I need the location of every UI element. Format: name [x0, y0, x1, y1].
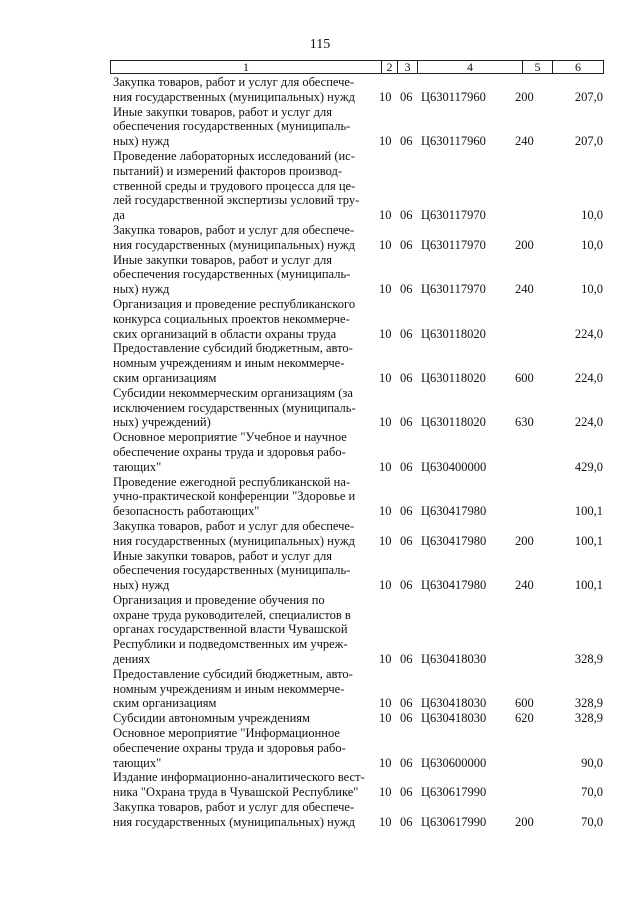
cell-c3: 06 — [400, 415, 413, 430]
cell-c4: Ц630117960 — [421, 89, 486, 104]
description-line: учно-практической конференции "Здоровье и — [113, 489, 356, 504]
description-line: ским организациям — [113, 696, 217, 711]
row-description — [113, 386, 375, 430]
description-line: Республики и подведомственных им учреж- — [113, 637, 348, 652]
description-line: ных) учреждений) — [113, 415, 211, 430]
table-header-row — [110, 60, 604, 74]
cell-c6: 90,0 — [581, 755, 603, 770]
page-number: 115 — [309, 37, 331, 52]
cell-c6: 10,0 — [581, 208, 603, 223]
cell-c3: 06 — [400, 755, 413, 770]
row-codes — [375, 770, 605, 800]
description-line: ния государственных (муниципальных) нужд — [113, 533, 355, 548]
cell-c4: Ц630617990 — [421, 814, 487, 829]
row-codes — [375, 519, 605, 549]
row-codes — [375, 223, 605, 253]
description-line: ских организаций в области охраны труда — [113, 326, 337, 341]
row-description — [113, 549, 375, 593]
cell-c5: 240 — [515, 282, 534, 297]
cell-c3: 06 — [400, 578, 413, 593]
cell-c5: 630 — [515, 415, 534, 430]
cell-c4: Ц630400000 — [421, 459, 487, 474]
description-line: Издание информационно-аналитического вест- — [113, 770, 365, 785]
row-codes — [375, 253, 605, 297]
cell-c2: 10 — [379, 415, 392, 430]
row-description — [113, 75, 375, 105]
cell-c2: 10 — [379, 755, 392, 770]
cell-c2: 10 — [379, 208, 392, 223]
description-line: дениях — [113, 652, 151, 667]
row-description — [113, 149, 375, 223]
description-line: Иные закупки товаров, работ и услуг для — [113, 548, 333, 563]
table-row — [113, 341, 605, 385]
row-codes — [375, 105, 605, 149]
description-line: ния государственных (муниципальных) нужд — [113, 89, 355, 104]
description-line: обеспечение охраны труда и здоровья рабо- — [113, 444, 346, 459]
row-description — [113, 223, 375, 253]
description-line: обеспечения государственных (муниципаль- — [113, 267, 351, 282]
cell-c4: Ц630118020 — [421, 326, 486, 341]
cell-c2: 10 — [379, 785, 392, 800]
cell-c6: 70,0 — [581, 814, 603, 829]
header-col-5: 5 — [523, 61, 553, 73]
cell-c4: Ц630117970 — [421, 208, 486, 223]
row-codes — [375, 341, 605, 385]
description-line: Предоставление субсидий бюджетным, авто- — [113, 666, 353, 681]
description-line: Организация и проведение обучения по — [113, 592, 325, 607]
cell-c3: 06 — [400, 89, 413, 104]
cell-c6: 328,9 — [574, 711, 603, 726]
table-row — [113, 711, 605, 726]
row-description — [113, 726, 375, 770]
description-line: Субсидии некоммерческим организациям (за — [113, 385, 353, 400]
cell-c2: 10 — [379, 578, 392, 593]
row-codes — [375, 75, 605, 105]
row-codes — [375, 726, 605, 770]
cell-c6: 100,1 — [574, 504, 603, 519]
table-row — [113, 549, 605, 593]
row-codes — [375, 711, 605, 726]
header-col-3: 3 — [398, 61, 418, 73]
cell-c3: 06 — [400, 370, 413, 385]
description-line: ственной среды и трудового процесса для це- — [113, 178, 356, 193]
table-row — [113, 253, 605, 297]
cell-c6: 328,9 — [574, 652, 603, 667]
table-body — [113, 75, 605, 830]
description-line: обеспечения государственных (муниципаль- — [113, 563, 351, 578]
table-row — [113, 149, 605, 223]
cell-c2: 10 — [379, 89, 392, 104]
row-codes — [375, 667, 605, 711]
description-line: конкурса социальных проектов некоммерче- — [113, 311, 350, 326]
row-description — [113, 341, 375, 385]
description-line: Основное мероприятие "Информационное — [113, 726, 340, 741]
table-row — [113, 223, 605, 253]
cell-c5: 200 — [515, 533, 534, 548]
description-line: ским организациям — [113, 370, 217, 385]
cell-c2: 10 — [379, 652, 392, 667]
cell-c5: 240 — [515, 578, 534, 593]
cell-c6: 328,9 — [574, 696, 603, 711]
row-description — [113, 475, 375, 519]
table-row — [113, 105, 605, 149]
cell-c2: 10 — [379, 696, 392, 711]
cell-c6: 100,1 — [574, 533, 603, 548]
cell-c2: 10 — [379, 459, 392, 474]
table-row — [113, 519, 605, 549]
row-codes — [375, 549, 605, 593]
cell-c5: 240 — [515, 134, 534, 149]
description-line: обеспечения государственных (муниципаль- — [113, 119, 351, 134]
cell-c6: 207,0 — [574, 89, 603, 104]
row-codes — [375, 386, 605, 430]
description-line: охране труда руководителей, специалистов в — [113, 607, 351, 622]
description-line: ных) нужд — [113, 134, 170, 149]
row-description — [113, 800, 375, 830]
description-line: номным учреждениям и иным некоммерче- — [113, 681, 345, 696]
description-line: лей государственной экспертизы условий тру- — [113, 193, 360, 208]
cell-c4: Ц630418030 — [421, 652, 487, 667]
description-line: да — [113, 208, 125, 223]
cell-c4: Ц630417980 — [421, 533, 487, 548]
cell-c6: 10,0 — [581, 282, 603, 297]
cell-c4: Ц630117970 — [421, 282, 486, 297]
cell-c3: 06 — [400, 237, 413, 252]
cell-c4: Ц630418030 — [421, 711, 487, 726]
cell-c3: 06 — [400, 711, 413, 726]
cell-c6: 70,0 — [581, 785, 603, 800]
cell-c3: 06 — [400, 696, 413, 711]
table-row — [113, 430, 605, 474]
cell-c6: 100,1 — [574, 578, 603, 593]
description-line: тающих" — [113, 459, 162, 474]
cell-c3: 06 — [400, 814, 413, 829]
row-description — [113, 253, 375, 297]
cell-c6: 429,0 — [574, 459, 603, 474]
table-row — [113, 770, 605, 800]
cell-c3: 06 — [400, 326, 413, 341]
row-description — [113, 430, 375, 474]
description-line: ных) нужд — [113, 282, 170, 297]
description-line: номным учреждениям и иным некоммерче- — [113, 356, 345, 371]
cell-c2: 10 — [379, 370, 392, 385]
description-line: безопасность работающих" — [113, 504, 260, 519]
row-description — [113, 105, 375, 149]
table-row — [113, 475, 605, 519]
table-row — [113, 800, 605, 830]
description-line: пытаний) и измерений факторов производ- — [113, 163, 342, 178]
cell-c5: 200 — [515, 814, 534, 829]
row-description — [113, 519, 375, 549]
description-line: Предоставление субсидий бюджетным, авто- — [113, 341, 353, 356]
cell-c6: 10,0 — [581, 237, 603, 252]
cell-c2: 10 — [379, 533, 392, 548]
row-codes — [375, 149, 605, 223]
description-line: органах государственной власти Чувашской — [113, 622, 348, 637]
table-row — [113, 297, 605, 341]
description-line: обеспечение охраны труда и здоровья рабо- — [113, 740, 346, 755]
cell-c3: 06 — [400, 533, 413, 548]
table-row — [113, 593, 605, 667]
cell-c4: Ц630417980 — [421, 504, 487, 519]
description-line: Иные закупки товаров, работ и услуг для — [113, 252, 333, 267]
cell-c2: 10 — [379, 504, 392, 519]
cell-c3: 06 — [400, 208, 413, 223]
cell-c6: 224,0 — [574, 370, 603, 385]
description-line: Закупка товаров, работ и услуг для обеспече- — [113, 75, 355, 89]
cell-c4: Ц630117970 — [421, 237, 486, 252]
cell-c2: 10 — [379, 711, 392, 726]
row-codes — [375, 593, 605, 667]
row-codes — [375, 800, 605, 830]
table-row — [113, 386, 605, 430]
cell-c2: 10 — [379, 814, 392, 829]
description-line: исключением государственных (муниципаль- — [113, 400, 356, 415]
cell-c2: 10 — [379, 237, 392, 252]
cell-c2: 10 — [379, 326, 392, 341]
cell-c6: 207,0 — [574, 134, 603, 149]
header-col-4: 4 — [418, 61, 523, 73]
table-row — [113, 726, 605, 770]
cell-c5: 600 — [515, 370, 534, 385]
cell-c6: 224,0 — [574, 326, 603, 341]
cell-c3: 06 — [400, 652, 413, 667]
description-line: Закупка товаров, работ и услуг для обеспече- — [113, 518, 355, 533]
cell-c3: 06 — [400, 459, 413, 474]
cell-c5: 620 — [515, 711, 534, 726]
cell-c2: 10 — [379, 134, 392, 149]
row-codes — [375, 475, 605, 519]
description-line: ных) нужд — [113, 578, 170, 593]
row-description — [113, 297, 375, 341]
description-line: Проведение лабораторных исследований (ис- — [113, 148, 355, 163]
cell-c6: 224,0 — [574, 415, 603, 430]
description-line: ния государственных (муниципальных) нужд — [113, 814, 355, 829]
cell-c5: 200 — [515, 237, 534, 252]
header-col-2: 2 — [382, 61, 398, 73]
cell-c4: Ц630117960 — [421, 134, 486, 149]
description-line: Закупка товаров, работ и услуг для обеспече- — [113, 800, 355, 815]
header-col-6: 6 — [575, 60, 581, 74]
description-line: Проведение ежегодной республиканской на- — [113, 474, 351, 489]
cell-c5: 600 — [515, 696, 534, 711]
description-line: Субсидии автономным учреждениям — [113, 711, 310, 726]
cell-c4: Ц630418030 — [421, 696, 487, 711]
description-line: Иные закупки товаров, работ и услуг для — [113, 104, 333, 119]
header-col-1: 1 — [111, 61, 382, 73]
row-description — [113, 711, 375, 726]
cell-c4: Ц630617990 — [421, 785, 487, 800]
row-description — [113, 593, 375, 667]
cell-c5: 200 — [515, 89, 534, 104]
description-line: Закупка товаров, работ и услуг для обеспече- — [113, 222, 355, 237]
table-row — [113, 667, 605, 711]
cell-c4: Ц630600000 — [421, 755, 487, 770]
description-line: ника "Охрана труда в Чувашской Республике" — [113, 785, 359, 800]
cell-c3: 06 — [400, 504, 413, 519]
cell-c2: 10 — [379, 282, 392, 297]
description-line: Основное мероприятие "Учебное и научное — [113, 430, 347, 445]
cell-c3: 06 — [400, 785, 413, 800]
description-line: тающих" — [113, 755, 162, 770]
cell-c3: 06 — [400, 282, 413, 297]
description-line: ния государственных (муниципальных) нужд — [113, 237, 355, 252]
cell-c3: 06 — [400, 134, 413, 149]
cell-c4: Ц630417980 — [421, 578, 487, 593]
cell-c4: Ц630118020 — [421, 415, 486, 430]
table-row — [113, 75, 605, 105]
row-codes — [375, 297, 605, 341]
row-description — [113, 667, 375, 711]
row-description — [113, 770, 375, 800]
row-codes — [375, 430, 605, 474]
description-line: Организация и проведение республиканского — [113, 296, 356, 311]
cell-c4: Ц630118020 — [421, 370, 486, 385]
